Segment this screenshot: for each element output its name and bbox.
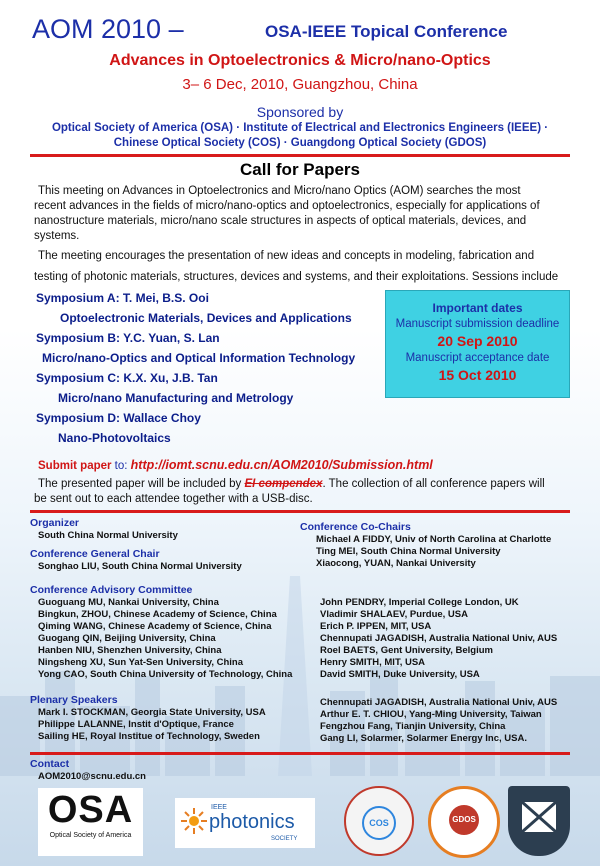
paragraph-line: This meeting on Advances in Optoelectronics and Micro/nano Optics (AOM) searches the most (38, 185, 521, 197)
submission-deadline-date: 20 Sep 2010 (437, 333, 518, 349)
plenary-left-list (38, 707, 266, 743)
co-chairs-title: Conference Co-Chairs (300, 521, 411, 533)
advisory-left-list (38, 597, 292, 681)
cos-logo-text: COS (362, 806, 396, 840)
co-chair: Ting MEI, South China Normal University (316, 546, 501, 557)
proceedings-note (34, 477, 578, 507)
speaker: Fengzhou Fang, Tianjin University, China (320, 721, 506, 732)
starburst-icon (181, 808, 207, 834)
conference-full-title: Advances in Optoelectronics & Micro/nano-Optics (109, 52, 491, 69)
organizer-name: South China Normal University (38, 530, 178, 541)
symposium-b-topic: Micro/nano-Optics and Optical Information Technology (42, 351, 356, 365)
advisor: Chennupati JAGADISH, Australia National Univ, AUS (320, 633, 558, 644)
advisor: Roel BAETS, Gent University, Belgium (320, 645, 493, 656)
paragraph-line: recent advances in the fields of micro/nano-optics and optoelectronics, especially for applications of (34, 200, 540, 212)
speaker: Gang LI, Solarmer, Solarmer Energy Inc, USA. (320, 733, 527, 744)
advisor: Bingkun, ZHOU, Chinese Academy of Science, China (38, 609, 277, 620)
osa-logo (38, 788, 143, 856)
submit-paper-label: Submit paper (38, 460, 112, 472)
submit-to: to: (111, 460, 131, 472)
sponsors-line-1: Optical Society of America (OSA) · Institute of Electrical and Electronics Engineers (IEEE) · (51, 122, 549, 134)
advisor: Vladimir SHALAEV, Purdue, USA (320, 609, 468, 620)
conference-acronym: AOM 2010 – (32, 14, 184, 44)
symposium-d-topic: Nano-Photovoltaics (58, 431, 171, 445)
university-crest-logo (508, 786, 570, 856)
ei-compendex: EI compendex (244, 478, 323, 490)
divider (30, 154, 570, 157)
sessions-paragraph (34, 246, 579, 288)
sponsors-line-2: Chinese Optical Society (COS) · Guangdong Optical Society (GDOS) (113, 137, 487, 149)
contact-title: Contact (30, 758, 70, 770)
advisor: Hanben NIU, Shenzhen University, China (38, 645, 222, 656)
organizer-title: Organizer (30, 517, 80, 529)
cos-logo (344, 786, 414, 856)
advisor: Guogang QIN, Beijing University, China (38, 633, 216, 644)
symposium-c-chairs: Symposium C: K.X. Xu, J.B. Tan (36, 371, 218, 385)
intro-paragraph (34, 184, 574, 244)
important-dates-title: Important dates (432, 301, 523, 315)
divider (30, 510, 570, 513)
submission-deadline-label: Manuscript submission deadline (395, 318, 560, 330)
osa-logo-text: OSA (47, 789, 134, 831)
acceptance-date-label: Manuscript acceptance date (405, 352, 550, 364)
photonics-text: photonics (209, 811, 295, 833)
general-chair-title: Conference General Chair (30, 548, 160, 560)
photonics-sub-text: SOCIETY (271, 836, 298, 842)
advisor: Qiming WANG, Chinese Academy of Science, China (38, 621, 272, 632)
advisor: Yong CAO, South China University of Technology, China (38, 669, 293, 680)
advisor: David SMITH, Duke University, USA (320, 669, 480, 680)
ieee-small-text: IEEE (211, 804, 227, 811)
co-chair: Xiaocong, YUAN, Nankai University (316, 558, 476, 569)
advisor: Guoguang MU, Nankai University, China (38, 597, 219, 608)
speaker: Arthur E. T. CHIOU, Yang-Ming University, Taiwan (320, 709, 542, 720)
sponsors-title: Sponsored by (256, 104, 344, 120)
co-chairs-list (316, 534, 551, 570)
advisory-committee-title: Conference Advisory Committee (30, 584, 193, 596)
general-chair-name: Songhao LIU, South China Normal University (38, 561, 242, 572)
contact-email-link[interactable]: AOM2010@scnu.edu.cn (38, 771, 146, 782)
note-text-a: The presented paper will be included by (38, 478, 245, 490)
divider (30, 752, 570, 755)
important-dates-box (385, 290, 570, 398)
gdos-logo (428, 786, 500, 858)
advisor: Ningsheng XU, Sun Yat-Sen University, China (38, 657, 243, 668)
paragraph-line: testing of photonic materials, structures, devices and systems, and their exploitations. Sessions include (34, 271, 559, 283)
acceptance-date: 15 Oct 2010 (438, 367, 517, 383)
speaker: Philippe LALANNE, Instit d'Optique, France (38, 719, 234, 730)
symposium-b-chairs: Symposium B: Y.C. Yuan, S. Lan (36, 331, 220, 345)
plenary-speakers-title: Plenary Speakers (30, 694, 118, 706)
conference-date-place: 3– 6 Dec, 2010, Guangzhou, China (182, 76, 418, 93)
advisory-right-list (320, 597, 557, 681)
symposium-a-chairs: Symposium A: T. Mei, B.S. Ooi (36, 291, 209, 305)
note-line-2: be sent out to each attendee together with a USB-disc. (34, 493, 313, 505)
call-for-papers-title: Call for Papers (240, 160, 360, 179)
speaker: Sailing HE, Royal Institue of Technology, Sweden (38, 731, 260, 742)
submit-paper-line (38, 458, 433, 472)
gdos-logo-text: GDOS (449, 805, 479, 835)
symposium-d-chairs: Symposium D: Wallace Choy (36, 411, 201, 425)
crest-icon (508, 786, 570, 856)
symposium-a-topic: Optoelectronic Materials, Devices and Applications (60, 311, 352, 325)
ieee-photonics-logo (175, 798, 315, 848)
advisor: John PENDRY, Imperial College London, UK (320, 597, 519, 608)
symposium-c-topic: Micro/nano Manufacturing and Metrology (58, 391, 294, 405)
speaker: Mark I. STOCKMAN, Georgia State University, USA (38, 707, 266, 718)
paragraph-line: The meeting encourages the presentation of new ideas and concepts in modeling, fabrication and (38, 250, 535, 262)
plenary-right-list (320, 697, 557, 745)
advisor: Erich P. IPPEN, MIT, USA (320, 621, 432, 632)
sponsor-logos (30, 784, 570, 860)
paragraph-line: nanostructure materials, micro/nano scale structures in aspects of optical materials, devices, and (34, 215, 527, 227)
submission-url-link[interactable]: http://iomt.scnu.edu.cn/AOM2010/Submission.html (130, 458, 433, 472)
osa-logo-sub: Optical Society of America (49, 832, 132, 839)
conference-subtitle: OSA-IEEE Topical Conference (265, 22, 508, 41)
speaker: Chennupati JAGADISH, Australia National Univ, AUS (320, 697, 558, 708)
paragraph-line: systems. (34, 230, 80, 242)
note-text-b: . The collection of all conference papers will (322, 478, 545, 490)
advisor: Henry SMITH, MIT, USA (320, 657, 426, 668)
co-chair: Michael A FIDDY, Univ of North Carolina at Charlotte (316, 534, 552, 545)
